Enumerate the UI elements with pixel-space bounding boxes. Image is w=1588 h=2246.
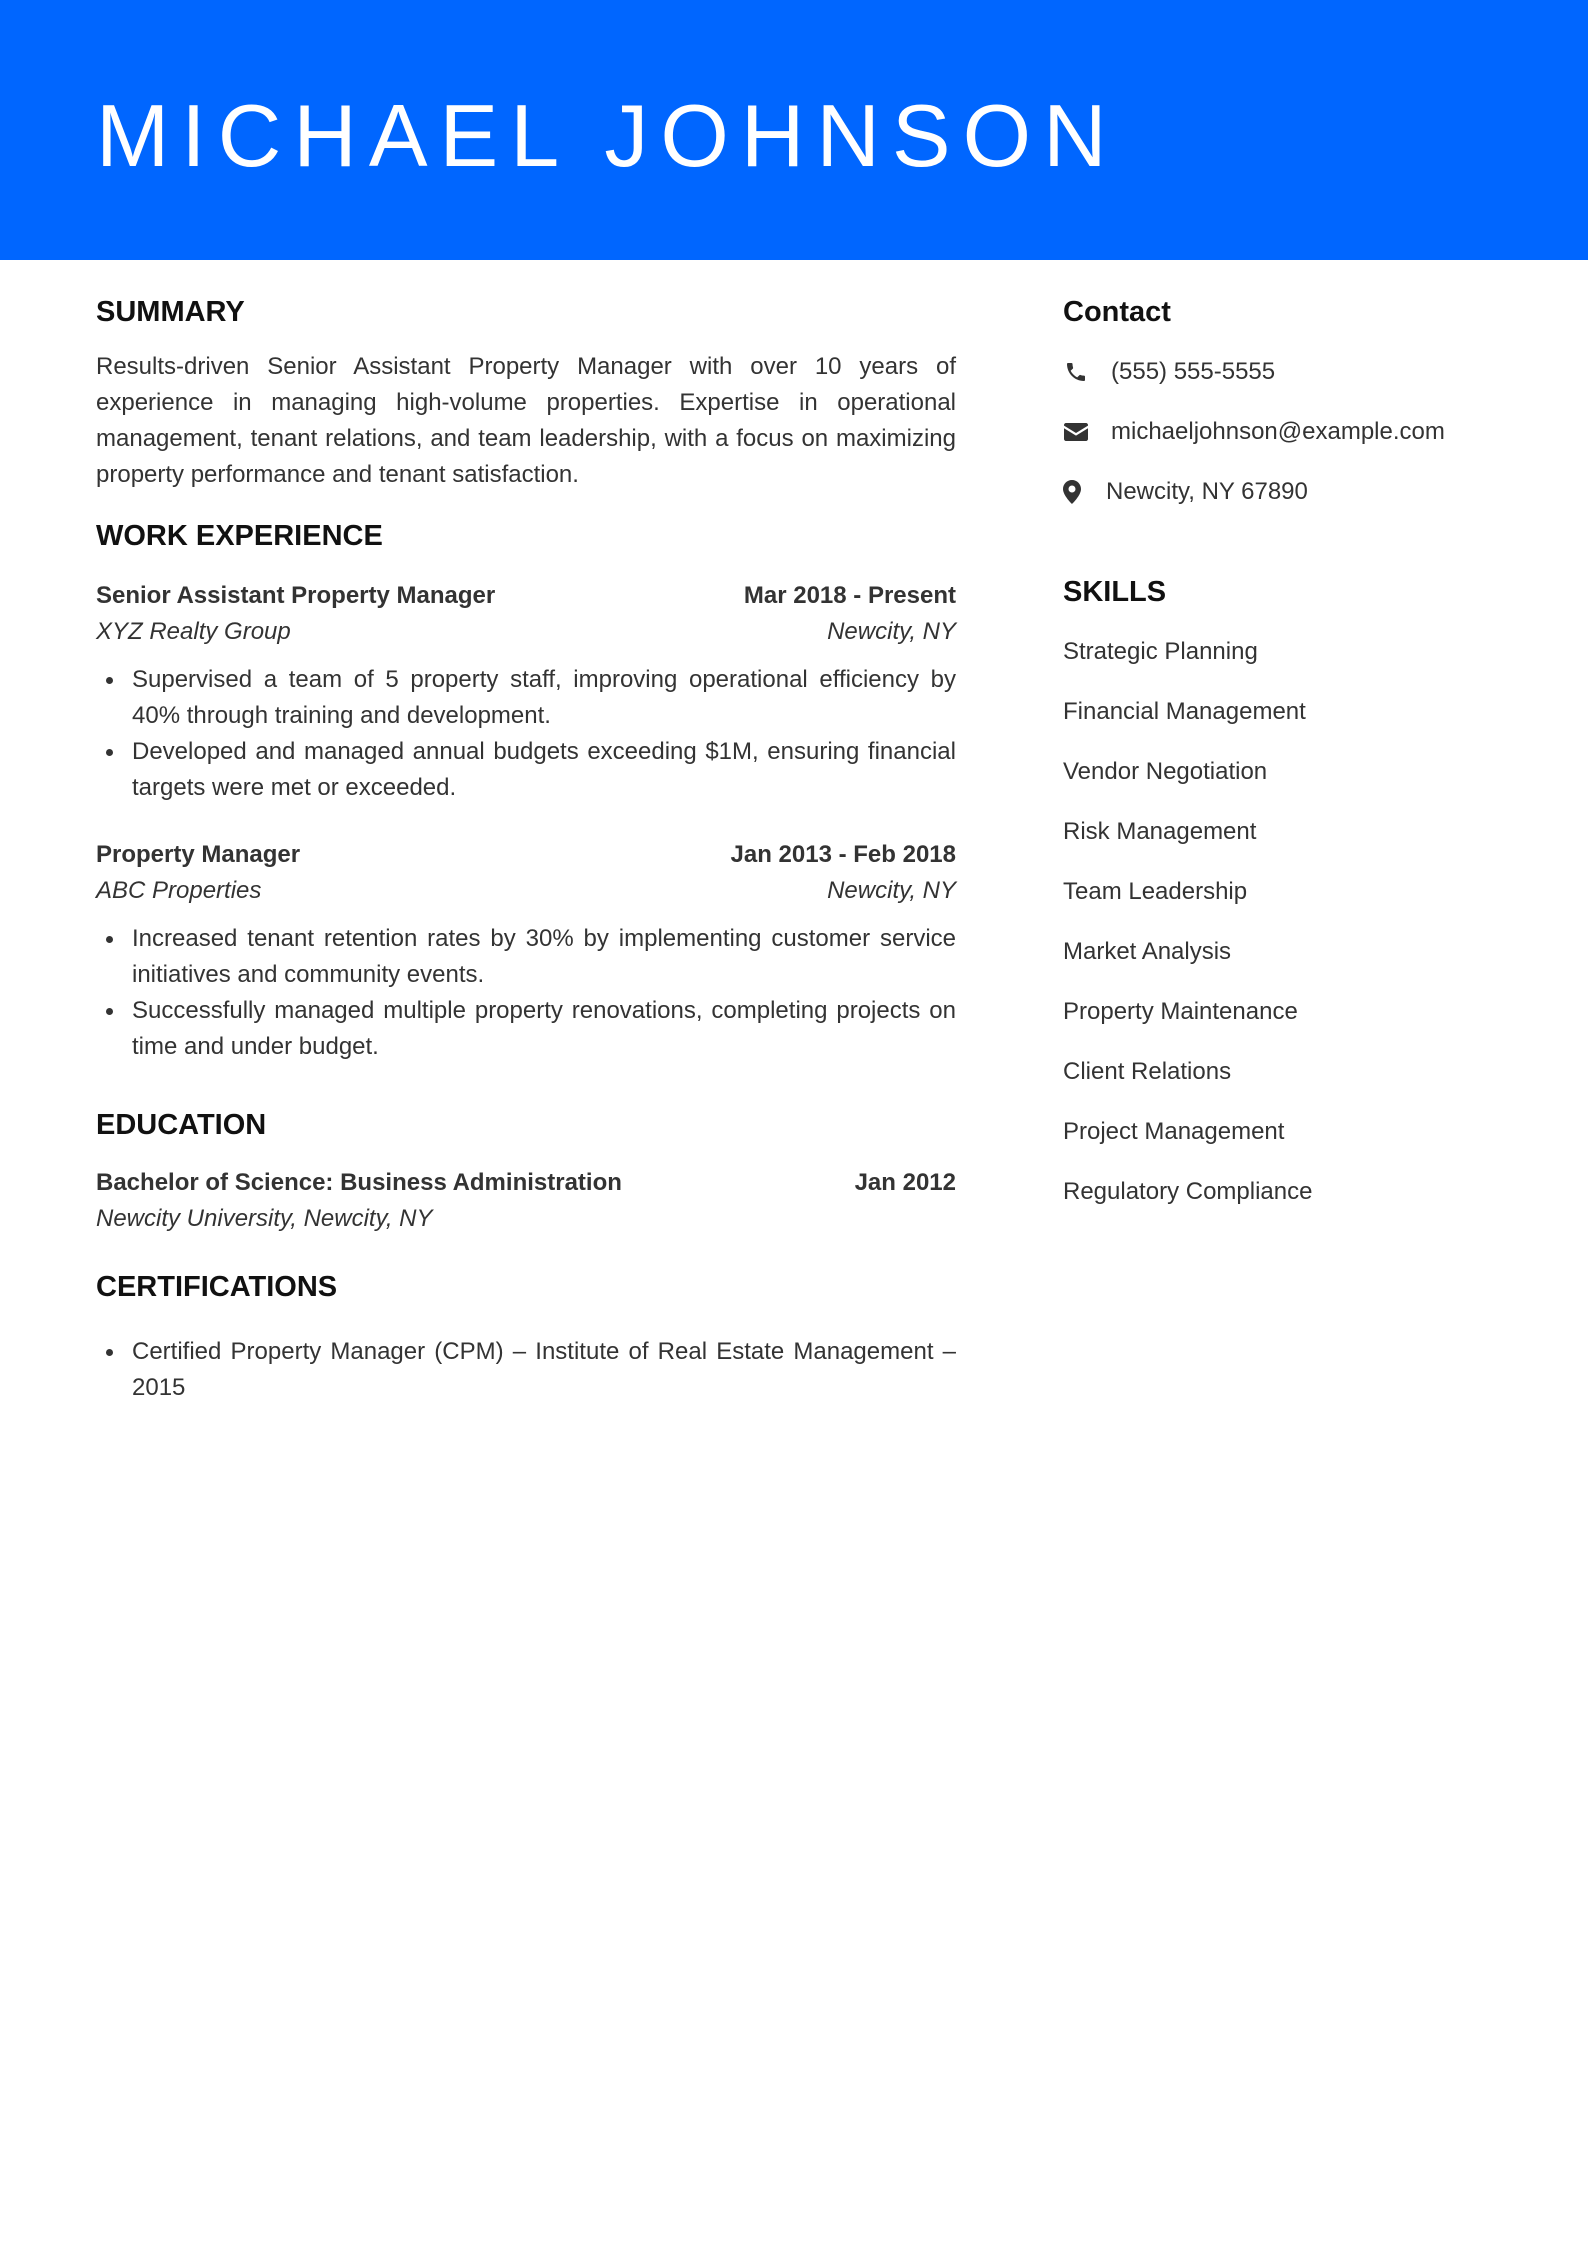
- job-location: Newcity, NY: [827, 618, 956, 645]
- job-company: XYZ Realty Group: [96, 618, 291, 645]
- skill-item: Property Maintenance: [1063, 998, 1298, 1025]
- job-entry: [96, 578, 956, 806]
- contact-phone-text: (555) 555-5555: [1111, 358, 1276, 385]
- summary-text: Results-driven Senior Assistant Property Manager with over 10 years of experience in managing high-volume properties. Expertise in operational management, tenant relations, and team leadership, with a focus on maximizing property performance and tenant satisfaction.: [96, 353, 956, 488]
- skill-item: Vendor Negotiation: [1063, 758, 1268, 785]
- education-heading: EDUCATION: [96, 1109, 267, 1141]
- skills-section: [1063, 572, 1503, 1210]
- job-header: [96, 837, 956, 873]
- job-bullet: Increased tenant retention rates by 30% by implementing customer service initiatives and community events.: [132, 921, 956, 993]
- main-column: [96, 292, 956, 1406]
- job-subheader: [96, 614, 956, 650]
- job-location: Newcity, NY: [827, 877, 956, 904]
- summary-heading: SUMMARY: [96, 296, 245, 328]
- certifications-section: [96, 1267, 956, 1406]
- experience-section: [96, 516, 956, 1065]
- education-section: [96, 1105, 956, 1237]
- header-banner: [0, 0, 1588, 260]
- job-title: Property Manager: [96, 841, 301, 868]
- job-subheader: [96, 873, 956, 909]
- map-marker-icon: [1063, 479, 1081, 505]
- job-bullet: Developed and managed annual budgets exceeding $1M, ensuring financial targets were met or exceeded.: [132, 734, 956, 806]
- skills-list: [1063, 634, 1503, 1210]
- job-bullets: [96, 921, 956, 1065]
- school: Newcity University, Newcity, NY: [96, 1205, 433, 1232]
- job-entry: [96, 837, 956, 1065]
- summary-section: [96, 292, 956, 493]
- skills-heading: SKILLS: [1063, 576, 1167, 608]
- skill-item: Market Analysis: [1063, 938, 1232, 965]
- certification-list: [96, 1334, 956, 1406]
- sidebar-column: [1063, 292, 1503, 1210]
- job-bullet: Supervised a team of 5 property staff, improving operational efficiency by 40% through training and development.: [132, 662, 956, 734]
- job-title: Senior Assistant Property Manager: [96, 582, 496, 609]
- experience-heading: WORK EXPERIENCE: [96, 520, 383, 552]
- contact-heading: Contact: [1063, 296, 1171, 328]
- contact-phone: [1063, 354, 1503, 390]
- contact-email: [1063, 414, 1503, 450]
- candidate-name: MICHAEL JOHNSON: [96, 86, 1119, 185]
- job-company: ABC Properties: [96, 877, 262, 904]
- education-header: [96, 1165, 956, 1201]
- skill-item: Team Leadership: [1063, 878, 1248, 905]
- skill-item: Project Management: [1063, 1118, 1285, 1145]
- contact-email-text: michaeljohnson@example.com: [1111, 418, 1445, 445]
- envelope-icon: [1063, 419, 1089, 445]
- job-bullets: [96, 662, 956, 806]
- job-dates: Jan 2013 - Feb 2018: [730, 841, 956, 868]
- phone-icon: [1063, 359, 1089, 385]
- certification-item: Certified Property Manager (CPM) – Institute of Real Estate Management – 2015: [132, 1334, 956, 1406]
- job-header: [96, 578, 956, 614]
- graduation-date: Jan 2012: [854, 1169, 956, 1196]
- skill-item: Regulatory Compliance: [1063, 1178, 1313, 1205]
- skill-item: Risk Management: [1063, 818, 1257, 845]
- job-bullet: Successfully managed multiple property renovations, completing projects on time and under budget.: [132, 993, 956, 1065]
- contact-location: [1063, 474, 1503, 510]
- degree: Bachelor of Science: Business Administration: [96, 1169, 622, 1196]
- skill-item: Client Relations: [1063, 1058, 1232, 1085]
- skill-item: Strategic Planning: [1063, 638, 1258, 665]
- contact-location-text: Newcity, NY 67890: [1106, 478, 1308, 505]
- skill-item: Financial Management: [1063, 698, 1306, 725]
- contact-section: [1063, 292, 1503, 510]
- certifications-heading: CERTIFICATIONS: [96, 1271, 338, 1303]
- job-dates: Mar 2018 - Present: [743, 582, 956, 609]
